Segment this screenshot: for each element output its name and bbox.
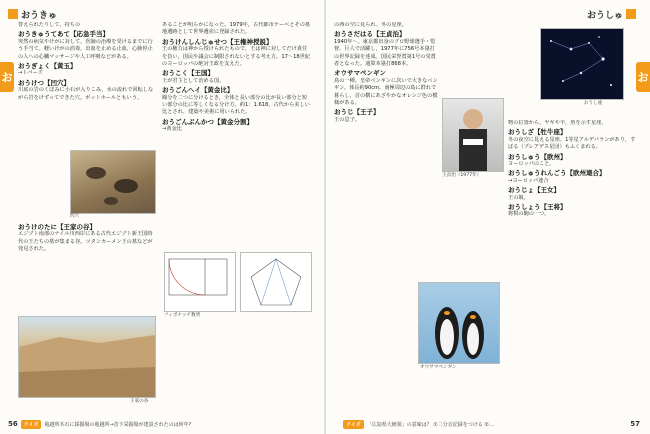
entry-heading: おうこく【王国】 (162, 69, 214, 78)
entry-body: 王の息子。 (334, 116, 360, 123)
right-running-header (587, 6, 636, 22)
photo-caption: 王貞治（1977年） (442, 173, 482, 178)
pentagon-diagram (241, 253, 311, 311)
pentagon-figure (240, 252, 312, 312)
right-header-text: おうしゅ (586, 10, 623, 21)
valley-image (19, 317, 155, 397)
entry-body: 王の権力は神から授けられたもので，王は神に対してだけ責任を負い，国民や議会に制限されないとする考え方。17〜18世紀のヨーロッパの絶対王政を支えた。 (162, 46, 311, 68)
entry-heading: おうしざ【牡牛座】 (508, 128, 567, 137)
entry-body: →ヨーロッパ連合 (508, 177, 549, 184)
entry-body: 1940年〜。東京都出身のプロ野球選手・監督。巨人で活躍し，1977年に756号本塁打の世界記録を達成。国民栄誉賞第1号の受賞者となった。通算本塁打868本。 (334, 38, 436, 68)
entry-body: 冬の夜空に見える星座。1等星アルデバランがあり，すばる（プレアデス星団）もふくまれる。 (508, 136, 636, 151)
rock-holes-image (71, 151, 155, 213)
entry-heading: おうしゅう【欧州】 (508, 152, 567, 161)
entry-heading: おうじ【王子】 (334, 108, 380, 117)
left-page-number: 56 (8, 420, 18, 428)
entry-body: 将棋の駒の一つ。 (508, 211, 550, 218)
photo-constellation (540, 28, 624, 100)
player-image (443, 99, 503, 171)
right-page-number: 57 (630, 420, 640, 428)
photo-caption: 王家の谷 (130, 399, 149, 404)
entry-heading: おうけのたに【王家の谷】 (18, 223, 96, 231)
entry-body: あることが明らかになった。1979年，古代都市テーベとその墓地遺跡として世界遺産に登録された。 (162, 22, 311, 36)
entry-body: 線分を二つに分けるとき，全体と長い部分の比が長い部分と短い部分の比に等しくなる分け方。約1：1.618。古代から美しい比とされ，建築や美術に用いられた。 (162, 94, 310, 116)
entry-heading: おうじょ【王女】 (508, 186, 560, 195)
entry-body: 王が君主として治める国。 (162, 77, 225, 84)
photo-caption: オウサマペンギン (420, 365, 457, 370)
entry-body: ヨーロッパのこと。 (508, 161, 555, 168)
photo-penguins (418, 282, 500, 364)
entry-heading: おうしゅうれんごう【欧州連合】 (508, 169, 606, 178)
golden-ratio-figure (164, 252, 236, 312)
left-running-header (8, 6, 57, 22)
quiz-badge: クイズ (21, 420, 42, 429)
entry-body: の西の空に見られ、冬の星座。 (334, 22, 407, 28)
column-2 (162, 22, 312, 252)
entry-heading: おうきゅうてあて【応急手当】 (18, 30, 109, 39)
photo-rock-holes (70, 150, 156, 214)
entry-heading: おうごんぶんかつ【黄金分割】 (162, 117, 253, 126)
column-1 (18, 22, 154, 126)
right-index-tab[interactable]: お (636, 62, 650, 92)
entry-body: 物の位置から，ヤギや羊，魚を示す星座。 (508, 120, 607, 126)
entry-heading: おうぎょく【黄玉】 (18, 62, 77, 71)
right-footer (340, 418, 494, 430)
figure-caption: フィボナッチ数列 (164, 313, 201, 318)
entry-body: 鳥の一種。皇帝ペンギンに次いで大きなペンギン。体長約90cm。南極周辺の島に群れで暮らし，首の横にあざやかなオレンジ色の模様がある。 (334, 77, 438, 107)
photo-caption: 凹穴 (70, 214, 80, 219)
photo-baseball-player (442, 98, 504, 172)
left-footer-text: 亀越所木石に採掘場の亀越所→昔下采掘場が建設されたのは何年? (44, 421, 192, 428)
column-4 (508, 120, 638, 410)
entry-heading: おうごんヘイ【黄金比】 (162, 86, 234, 95)
left-footer (8, 418, 191, 430)
penguins-image (419, 283, 499, 363)
entry-body: 替えられたりして，持ちの (18, 22, 81, 28)
left-header-text: おうきゅ (21, 10, 58, 21)
entry-body: 突然の病気やけがに対して，医師の治療を受けるまでに行う手当て。軽いけがの消毒，出血を止める止血，心肺停止の人への心臓マッサージや人工呼吸などがある。 (18, 38, 153, 60)
golden-ratio-diagram (165, 253, 235, 311)
photo-valley (18, 316, 156, 398)
entry-heading: おうさだはる【王貞治】 (334, 30, 406, 39)
header-bar-icon (8, 9, 18, 19)
column-1b (18, 222, 154, 302)
entry-body: 王の娘。 (508, 194, 529, 201)
entry-heading: オウサマペンギン (334, 69, 386, 78)
entry-body: エジプト南部のナイル川西岸にある古代エジプト新王国時代の王たちの墓が集まる谷。ツタンカーメン王の墓などが発見された。 (18, 231, 153, 253)
entry-heading: おうけつ【凹穴】 (18, 78, 70, 87)
right-footer-text: 「広島県大統領」の意味は？ ①二分音記録をつける ②… (366, 421, 494, 428)
photo-caption: おうし座 (584, 101, 603, 106)
entry-heading: おうしょう【王将】 (508, 203, 567, 212)
right-page-number-wrap (630, 418, 640, 430)
constellation-image (541, 29, 623, 99)
entry-body: 川底の岩のくぼみに小石が入りこみ，水の流れで回転しながら岩をけずってできた穴。ポットホールともいう。 (18, 87, 154, 101)
left-index-tab[interactable]: お (0, 62, 14, 92)
entry-body: →黄金比 (162, 126, 182, 133)
gutter (324, 0, 326, 434)
quiz-badge: クイズ (343, 420, 364, 429)
header-bar-icon (626, 9, 636, 19)
entry-body: →トパーズ (18, 70, 43, 77)
entry-heading: おうけんしんじゅせつ【王権神授説】 (162, 37, 273, 46)
